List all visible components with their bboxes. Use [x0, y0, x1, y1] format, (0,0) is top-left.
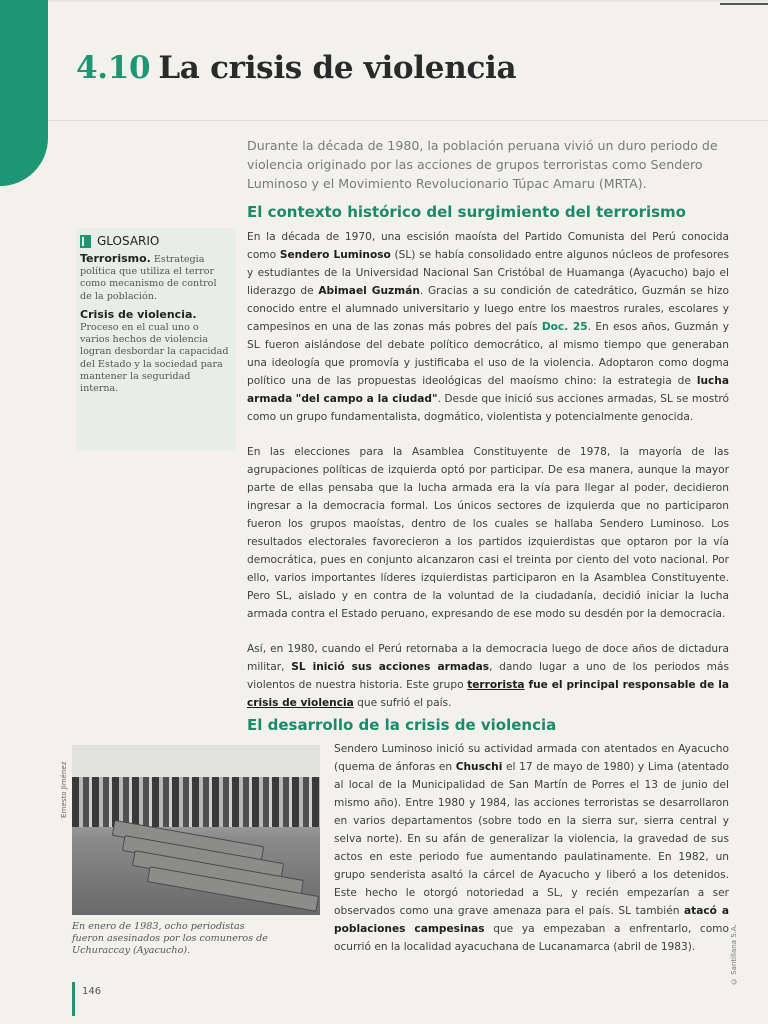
bold-term: Chuschi	[455, 761, 503, 773]
glossary-definition: Proceso en el cual uno o varios hechos de violencia logran desbordar la capacidad del Estado y la sociedad para mantener la seguridad interna.	[80, 322, 229, 395]
bold-term: "del campo a la ciudad"	[295, 393, 438, 405]
chapter-tab	[0, 0, 48, 186]
text: En la década de 1970, una escisión maoísta del Partido Comunista del Perú conocida como	[247, 231, 729, 261]
section-heading-context: El contexto histórico del surgimiento del terrorismo	[247, 203, 686, 221]
paragraph-context-2: En las elecciones para la Asamblea Constituyente de 1978, la mayoría de las agrupaciones políticas de izquierda optó por participar. De esa manera, aunque la mayor parte de ellas pensaba que la lucha armada era la vía para llegar al poder, decidieron ingresar a la democracia formal. Los únicos sectores de izquierda que no participaron fueron los grupos maoístas, dentro de los cuales se hallaba Sendero Luminoso. Los resultados electorales favorecieron a los partidos izquierdistas que optaron por la vía democrática, pues en conjunto alcanzaron casi el treinta por ciento del voto nacional. Por ello, varios importantes líderes izquierdistas participaron en la Asamblea Constituyente. Pero SL, aislado y en contra de la voluntad de la ciudadanía, decidió iniciar la lucha armada contra el Estado peruano, expresando de ese modo su desdén por la democracia.	[247, 446, 729, 620]
text: . Desde que inició sus acciones armadas, SL se mostró como un grupo fundamentalista, dogmático, violentista y potencialmente genocida.	[247, 393, 729, 423]
section-title: La crisis de violencia	[158, 50, 517, 86]
copyright-notice: © Santillana S.A.	[730, 924, 738, 985]
section-number: 4.10	[76, 50, 151, 86]
intro-paragraph: Durante la década de 1980, la población peruana vivió un duro periodo de violencia originado por las acciones de grupos terroristas como Sendero Luminoso y el Movimiento Revolucionario Túpac Amaru (MRTA).	[247, 138, 718, 191]
glossary-box	[76, 228, 236, 450]
historical-photo	[72, 745, 320, 915]
paragraph-context-1	[247, 228, 729, 426]
page-number-bar	[72, 982, 75, 1016]
header-divider	[48, 120, 768, 121]
section-heading-development: El desarrollo de la crisis de violencia	[247, 716, 557, 734]
page-title	[76, 50, 516, 86]
text: que ya empezaban a enfrentarlo, como ocurrió en la localidad ayacuchana de Lucanamarca (abril de 1983).	[334, 923, 729, 953]
glossary-item	[80, 253, 230, 303]
text: Sendero Luminoso inició su actividad armada con atentados en Ayacucho (quema de ánforas en	[334, 743, 729, 773]
glossary-definition: Estrategia política que utiliza el terror como mecanismo de control de la población.	[80, 254, 217, 302]
photo-crowd	[72, 777, 320, 827]
glossary-heading	[80, 233, 236, 249]
bold-term: lucha armada	[247, 375, 729, 405]
photo-caption: En enero de 1983, ocho periodistas fueron asesinados por los comuneros de Uchuraccay (Ayacucho).	[72, 921, 268, 956]
glossary-item	[80, 309, 230, 395]
glossary-term: Terrorismo.	[80, 252, 151, 265]
paragraph-context-3	[247, 640, 729, 712]
bold-term: SL inició sus acciones armadas	[291, 661, 490, 673]
text: , dando lugar a uno de los periodos más violentos de nuestra historia. Este grupo	[247, 661, 730, 691]
book-icon	[80, 235, 91, 248]
glossary-list	[80, 253, 230, 401]
text: Así, en 1980, cuando el Perú retornaba a la democracia luego de doce años de dictadura militar,	[247, 643, 729, 673]
text: (SL) se había consolidado entre algunos núcleos de profesores y estudiantes de la Universidad Nacional San Cristóbal de Huamanga (Ayacucho) bajo el liderazgo de	[247, 249, 729, 297]
bold-term: Abimael Guzmán	[318, 285, 420, 297]
glossary-link-terrorista[interactable]: terrorista	[467, 679, 525, 691]
top-rule	[720, 3, 768, 5]
text: que sufrió el país.	[353, 697, 452, 709]
page-number: 146	[82, 986, 102, 997]
top-strip	[0, 0, 768, 2]
bold-term: fue el principal responsable de la	[524, 679, 729, 691]
photo-credit: Ernesto Jiménez	[60, 761, 68, 818]
paragraph-development-1	[334, 740, 729, 956]
text: . En esos años, Guzmán y SL fueron aislándose del debate político democrático, al mismo tiempo que generaban una ideología que promovía y justificaba el uso de la violencia. Adoptaron como dogma político una de las propuestas ideológicas del maoísmo chino: la estrategia de	[247, 321, 729, 387]
glossary-link-crisis[interactable]: crisis de violencia	[247, 697, 354, 709]
glossary-term: Crisis de violencia.	[80, 307, 197, 321]
doc-reference[interactable]: Doc. 25	[541, 321, 588, 333]
text: . Gracias a su condición de catedrático, Guzmán se hizo conocido entre el alumnado universitario y luego entre los maestros rurales, escolares y campesinos en una de las zonas más pobres del país	[247, 285, 729, 333]
text: el 17 de mayo de 1980) y Lima (atentado al local de la Municipalidad de San Martín de Porres el 13 de junio del mismo año). Entre 1980 y 1984, las acciones terroristas se desarrollaron en varios departamentos (sobre todo en la sierra sur, sierra central y selva norte). En su afán de generalizar la violencia, la gravedad de sus actos en este periodo fue aumentando paulatinamente. En 1982, un grupo senderista asaltó la cárcel de Ayacucho y liberó a los detenidos. Este hecho le otorgó notoriedad a SL, y recién empezarían a ser observados como una grave amenaza para el país. SL también	[334, 761, 729, 917]
bold-term: atacó a poblaciones campesinas	[334, 905, 729, 935]
glossary-title: GLOSARIO	[97, 234, 160, 248]
bold-term: Sendero Luminoso	[279, 249, 391, 261]
